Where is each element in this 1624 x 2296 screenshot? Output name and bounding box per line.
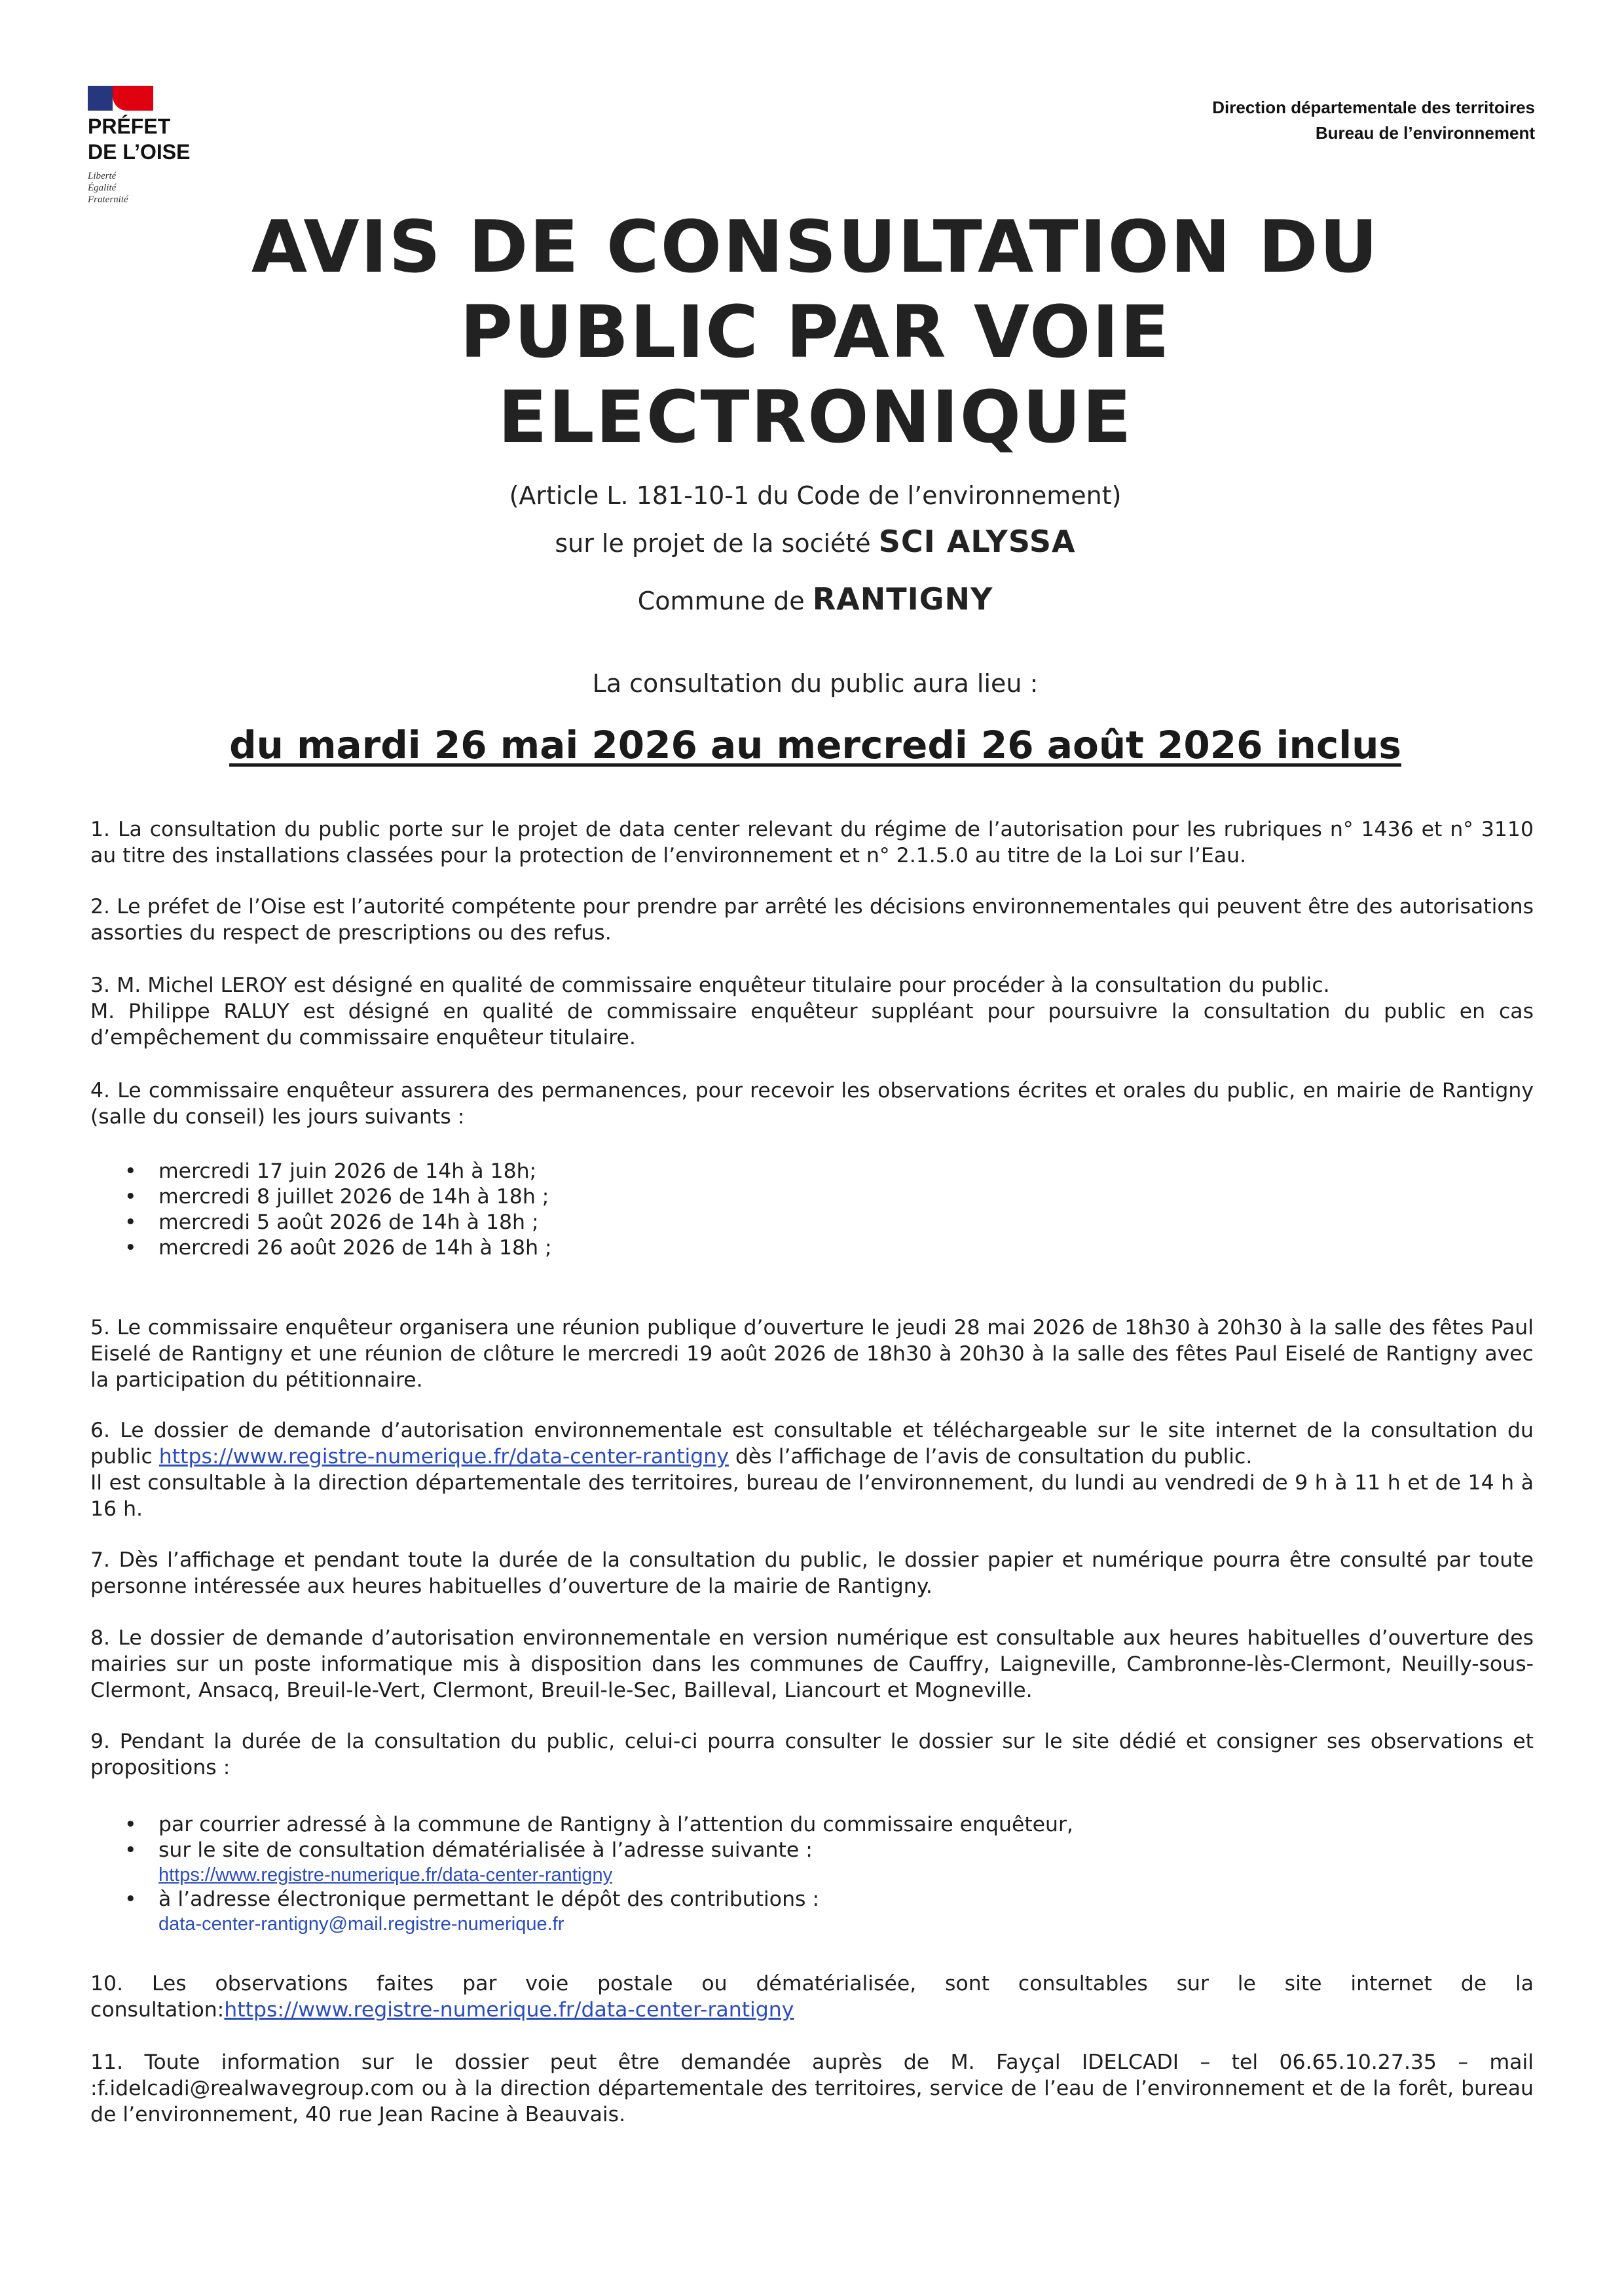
- title-line-1: AVIS DE CONSULTATION DU: [251, 205, 1380, 289]
- paragraph-9: [90, 1728, 1534, 1781]
- paragraph-10: [90, 1971, 1534, 2023]
- consultation-lieu: La consultation du public aura lieu :: [592, 669, 1039, 698]
- prefecture-logo: [88, 84, 219, 206]
- consultation-dates: du mardi 26 mai 2026 au mercredi 26 août 2026 inclus: [229, 723, 1401, 767]
- logo-prefet-line: PRÉFET: [88, 115, 171, 138]
- paragraph-2-text: 2. Le préfet de l’Oise est l’autorité compétente pour prendre par arrêté les décisions environnementales qui peuvent être des autorisations assorties du respect de prescriptions ou des refus.: [90, 895, 1534, 945]
- paragraph-3b-text: M. Philippe RALUY est désigné en qualité de commissaire enquêteur suppléant pour poursuivre la consultation du public en cas d’empêchement du commissaire enquêteur titulaire.: [90, 1000, 1534, 1049]
- registre-link[interactable]: https://www.registre-numerique.fr/data-center-rantigny: [158, 1445, 729, 1468]
- title-line-3: ELECTRONIQUE: [498, 375, 1133, 459]
- article-reference: (Article L. 181-10-1 du Code de l’environnement): [509, 481, 1122, 510]
- paragraph-6: [90, 1417, 1534, 1522]
- project-prefix: sur le projet de la société: [555, 529, 871, 558]
- paragraph-8: [90, 1625, 1534, 1704]
- paragraph-6b-text: dès l’affichage de l’avis de consultation du public.: [735, 1445, 1253, 1468]
- commune-prefix: Commune de: [637, 587, 805, 615]
- motto-egalite: Égalité: [88, 183, 117, 193]
- paragraph-1: [90, 816, 1534, 869]
- paragraph-4: [90, 1078, 1534, 1130]
- list-item: • sur le site de consultation dématérialisée à l’adresse suivante :: [124, 1838, 1073, 1863]
- list-item: • à l’adresse électronique permettant le dépôt des contributions :: [124, 1887, 1073, 1912]
- paragraph-1-text: 1. La consultation du public porte sur le projet de data center relevant du régime de l’autorisation pour les rubriques n° 1436 et n° 3110 au titre des installations classées pour la protection de l’environnement et n° 2.1.5.0 au titre de la Loi sur l’Eau.: [90, 818, 1534, 867]
- paragraph-5: [90, 1315, 1534, 1393]
- paragraph-9-text: 9. Pendant la durée de la consultation du public, celui-ci pourra consulter le dossier sur le site dédié et consigner ses observations et propositions :: [90, 1730, 1534, 1779]
- marianne-flag-icon: [88, 84, 153, 113]
- contribution-list: [124, 1812, 1073, 1936]
- list-item: • mercredi 5 août 2026 de 14h à 18h ;: [124, 1210, 552, 1235]
- paragraph-7-text: 7. Dès l’affichage et pendant toute la durée de la consultation du public, le dossier papier et numérique pourra être consulté par toute personne intéressée aux heures habituelles d’ouverture de la mairie de Rantigny.: [90, 1548, 1534, 1598]
- motto-fraternite: Fraternité: [88, 194, 128, 205]
- paragraph-8-text: 8. Le dossier de demande d’autorisation environnementale en version numérique est consultable aux heures habituelles d’ouverture des mairies sur un poste informatique mis à disposition dans les communes de Cauffry, Laigneville, Cambronne-lès-Clermont, Neuilly-sous-Clermont, Ansacq, Breuil-le-Vert, Clermont, Breuil-le-Sec, Bailleval, Liancourt et Mogneville.: [90, 1626, 1534, 1702]
- paragraph-10-text: [90, 1971, 1534, 2023]
- logo-oise-line: DE L’OISE: [88, 140, 191, 164]
- company-name: SCI ALYSSA: [878, 524, 1076, 559]
- commune-name: RANTIGNY: [812, 581, 993, 617]
- project-line: [196, 524, 1434, 559]
- paragraph-4-text: 4. Le commissaire enquêteur assurera des permanences, pour recevoir les observations écrites et orales du public, en mairie de Rantigny (salle du conseil) les jours suivants :: [90, 1079, 1534, 1129]
- paragraph-6-text: [90, 1417, 1534, 1470]
- paragraph-11: [90, 2049, 1534, 2128]
- service-header: [1212, 95, 1535, 146]
- title-line-2: PUBLIC PAR VOIE: [460, 290, 1171, 374]
- page-title: [196, 204, 1434, 460]
- paragraph-3: [90, 972, 1534, 1051]
- motto-liberte: Liberté: [88, 171, 117, 181]
- paragraph-5-text: 5. Le commissaire enquêteur organisera une réunion publique d’ouverture le jeudi 28 mai 2026 de 18h30 à 20h30 à la salle des fêtes Paul Eiselé de Rantigny et une réunion de clôture le mercredi 19 août 2026 de 18h30 à 20h30 à la salle des fêtes Paul Eiselé de Rantigny avec la participation du pétitionnaire.: [90, 1316, 1534, 1392]
- permanences-list: [124, 1159, 552, 1261]
- list-item: • par courrier adressé à la commune de Rantigny à l’attention du commissaire enquêteur,: [124, 1812, 1073, 1838]
- registre-url-link[interactable]: https://www.registre-numerique.fr/data-center-rantigny: [158, 1865, 613, 1886]
- paragraph-2: [90, 894, 1534, 946]
- consultation-link[interactable]: https://www.registre-numerique.fr/data-center-rantigny: [224, 1998, 794, 2022]
- paragraph-6a-text: 6. Le dossier de demande d’autorisation environnementale est consultable et téléchargeable sur le site internet de la consultation du public: [90, 1419, 1534, 1468]
- paragraph-11-text: 11. Toute information sur le dossier peut être demandée auprès de M. Fayçal IDELCADI – tel 06.65.10.27.35 – mail :f.idelcadi@realwavegroup.com ou à la direction départementale des territoires, service de l’eau de l’environnement et de la forêt, bureau de l’environnement, 40 rue Jean Racine à Beauvais.: [90, 2050, 1534, 2126]
- paragraph-7: [90, 1547, 1534, 1599]
- list-item: • mercredi 26 août 2026 de 14h à 18h ;: [124, 1235, 552, 1261]
- paragraph-6c-text: Il est consultable à la direction départementale des territoires, bureau de l’environnement, du lundi au vendredi de 9 h à 11 h et de 14 h à 16 h.: [90, 1471, 1534, 1521]
- service-direction: Direction départementale des territoires: [1212, 98, 1535, 117]
- list-item: • mercredi 17 juin 2026 de 14h à 18h;: [124, 1159, 552, 1184]
- contribution-email-link[interactable]: data-center-rantigny@mail.registre-numerique.fr: [158, 1914, 564, 1935]
- service-bureau: Bureau de l’environnement: [1315, 123, 1535, 143]
- paragraph-10-label: 10. Les observations faites par voie postale ou dématérialisée, sont consultables sur le site internet de la consultation:: [90, 1972, 1534, 2022]
- list-item: • mercredi 8 juillet 2026 de 14h à 18h ;: [124, 1184, 552, 1210]
- commune-line: [196, 581, 1434, 617]
- paragraph-3a-text: 3. M. Michel LEROY est désigné en qualité de commissaire enquêteur titulaire pour procéder à la consultation du public.: [90, 974, 1330, 997]
